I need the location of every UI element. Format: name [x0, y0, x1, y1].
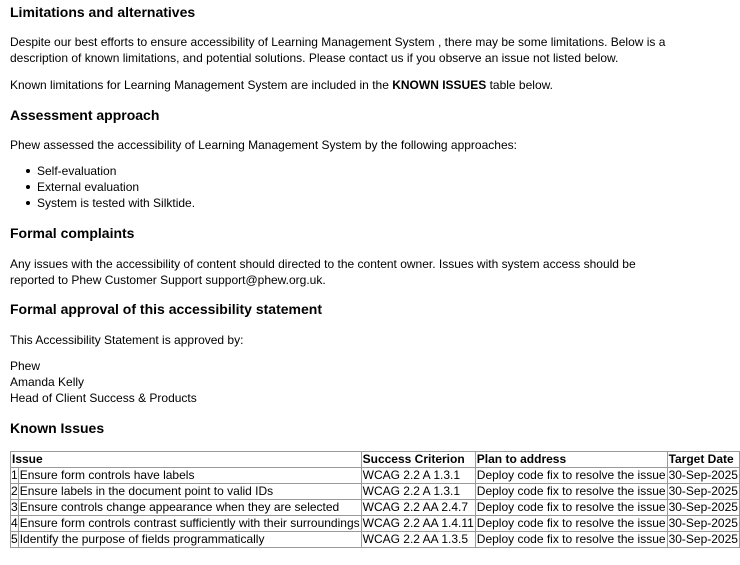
table-row: [11, 484, 740, 500]
date-cell: 30-Sep-2025: [668, 500, 738, 514]
approver-role: Head of Client Success & Products: [10, 391, 197, 405]
row-number: 4: [11, 516, 18, 530]
list-item: External evaluation: [24, 179, 195, 195]
assessment-list: [24, 163, 195, 211]
list-item: Self-evaluation: [24, 163, 195, 179]
known-issues-table: [10, 451, 740, 548]
list-item: System is tested with Silktide.: [24, 195, 195, 211]
row-number: 5: [11, 532, 18, 546]
plan-cell: Deploy code fix to resolve the issue: [476, 516, 666, 530]
table-row: [11, 516, 740, 532]
criterion-cell: WCAG 2.2 AA 1.4.11: [362, 516, 474, 530]
table-header-row: [11, 452, 740, 468]
criterion-cell: WCAG 2.2 A 1.3.1: [361, 468, 475, 484]
complaints-text: Any issues with the accessibility of content should directed to the content owner. Issues with system access should be reported to Phew Customer Support support@phew.org.uk.: [10, 257, 636, 287]
approval-intro: This Accessibility Statement is approved by:: [10, 333, 244, 347]
column-header-criterion: Success Criterion: [361, 452, 475, 468]
column-header-plan: Plan to address: [475, 452, 667, 468]
issue-cell: Ensure form controls have labels: [18, 468, 361, 484]
known-issues-emphasis: KNOWN ISSUES: [392, 78, 487, 92]
known-limitations-text: [10, 77, 680, 93]
criterion-cell: WCAG 2.2 A 1.3.1: [361, 484, 475, 500]
approver-org: Phew: [10, 359, 41, 373]
table-row: [11, 500, 740, 516]
table-row: [11, 532, 740, 548]
date-cell: 30-Sep-2025: [668, 532, 738, 546]
known-limitations-suffix: table below.: [486, 78, 553, 92]
plan-cell: Deploy code fix to resolve the issue: [476, 500, 666, 514]
row-number: 1: [11, 468, 18, 482]
criterion-cell: WCAG 2.2 AA 1.3.5: [361, 532, 475, 548]
issue-cell: Ensure controls change appearance when they are selected: [18, 500, 361, 516]
column-header-issue: Issue: [11, 452, 362, 468]
complaints-heading: Formal complaints: [10, 225, 135, 241]
plan-cell: Deploy code fix to resolve the issue: [476, 468, 666, 482]
date-cell: 30-Sep-2025: [668, 516, 738, 530]
row-number: 2: [11, 484, 18, 498]
assessment-intro: Phew assessed the accessibility of Learning Management System by the following approaches:: [10, 138, 517, 152]
plan-cell: Deploy code fix to resolve the issue: [476, 484, 666, 498]
limitations-intro: Despite our best efforts to ensure accessibility of Learning Management System , there may be some limitations. Below is a description of known limitations, and potential solutions. Please contact us if you observe an issue not listed below.: [10, 35, 666, 65]
criterion-cell: WCAG 2.2 AA 2.4.7: [361, 500, 475, 516]
limitations-heading: Limitations and alternatives: [10, 4, 196, 20]
approver-name: Amanda Kelly: [10, 375, 85, 389]
plan-cell: Deploy code fix to resolve the issue: [476, 532, 666, 546]
issue-cell: Ensure labels in the document point to valid IDs: [18, 484, 361, 500]
row-number: 3: [11, 500, 18, 514]
issue-cell: Ensure form controls contrast sufficiently with their surroundings: [19, 516, 360, 530]
table-row: [11, 468, 740, 484]
known-issues-heading: Known Issues: [10, 420, 105, 436]
date-cell: 30-Sep-2025: [668, 468, 738, 482]
issue-cell: Identify the purpose of fields programmatically: [18, 532, 361, 548]
known-limitations-prefix: Known limitations for Learning Management System are included in the: [10, 78, 393, 92]
column-header-target-date: Target Date: [667, 452, 739, 468]
assessment-heading: Assessment approach: [10, 107, 160, 123]
approval-heading: Formal approval of this accessibility statement: [10, 301, 322, 317]
date-cell: 30-Sep-2025: [668, 484, 738, 498]
